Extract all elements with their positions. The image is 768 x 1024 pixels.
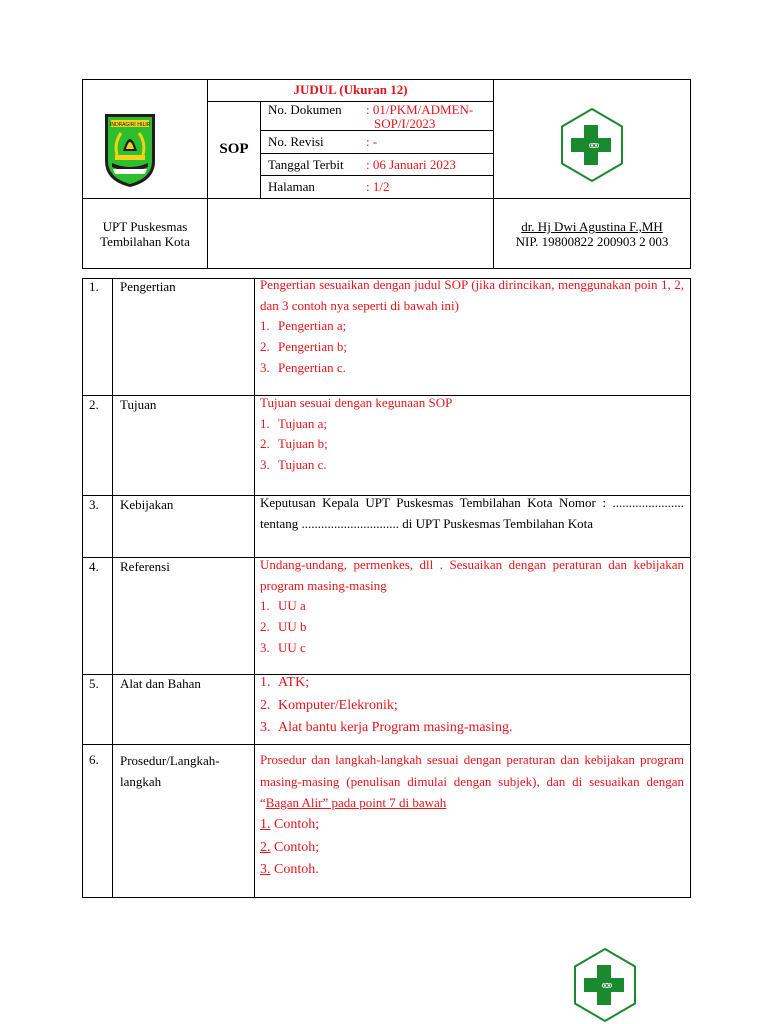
list-item: 1. Pengertian a; xyxy=(260,318,347,334)
list-item: 3. Contoh. xyxy=(260,862,319,878)
list-item: 3. Tujuan c. xyxy=(260,457,327,473)
org-name-line2: Tembilahan Kota xyxy=(100,234,190,249)
row-label-line1: Prosedur/Langkah- xyxy=(120,753,220,768)
sop-label: SOP xyxy=(219,141,249,157)
org-name xyxy=(83,219,207,249)
list-item: 2. Pengertian b; xyxy=(260,339,347,355)
row-content-alat-bahan xyxy=(260,672,684,740)
list-item: 2. UU b xyxy=(260,619,307,635)
row-content-kebijakan xyxy=(260,493,684,534)
row-number: 4. xyxy=(89,559,99,574)
row-number: 2. xyxy=(89,397,99,412)
row-content-pengertian xyxy=(260,275,684,379)
row-label xyxy=(120,750,220,792)
puskesmas-logo-bottom xyxy=(572,947,638,1023)
signer-name: dr. Hj Dwi Agustina F.,MH xyxy=(521,219,663,234)
list-item: 1. Contoh; xyxy=(260,817,320,833)
list-item: 2. Tujuan b; xyxy=(260,436,328,452)
list-item: 1. UU a xyxy=(260,598,306,614)
row-number: 6. xyxy=(89,752,99,767)
row-label: Tujuan xyxy=(120,397,157,412)
field-label-halaman: Halaman xyxy=(268,179,315,194)
emblem-text: INDRAGIRI HILIR xyxy=(109,121,151,128)
field-value-no-dokumen: : 01/PKM/ADMEN- xyxy=(366,102,474,117)
row-text: Keputusan Kepala UPT Puskesmas Tembilahan Kota Nomor : ...................... tentang .............................. di UPT Puskesmas Tembilahan Kota xyxy=(260,495,684,531)
list-item: 1. Tujuan a; xyxy=(260,415,327,431)
row-content-referensi xyxy=(260,555,684,659)
list-item: 3. UU c xyxy=(260,639,306,655)
document-title: JUDUL (Ukuran 12) xyxy=(293,82,408,97)
row-label: Pengertian xyxy=(120,279,176,294)
list-item: 1. ATK; xyxy=(260,675,310,690)
field-value-halaman: : 1/2 xyxy=(366,179,390,194)
row-label: Referensi xyxy=(120,559,170,574)
field-label-tanggal-terbit: Tanggal Terbit xyxy=(268,157,344,172)
signer-block xyxy=(494,219,690,249)
list-item: 2. Contoh; xyxy=(260,839,320,855)
list-item: 3. Pengertian c. xyxy=(260,359,346,375)
list-item: 2. Komputer/Elekronik; xyxy=(260,697,398,713)
puskesmas-logo xyxy=(559,107,625,183)
signer-nip: NIP. 19800822 200903 2 003 xyxy=(515,234,669,249)
row-text: Pengertian sesuaikan dengan judul SOP (jika dirincikan, menggunakan poin 1, 2, dan 3 contoh nya seperti di bawah ini) xyxy=(260,277,684,313)
row-text: Tujuan sesuai dengan kegunaan SOP xyxy=(260,395,453,410)
row-label: Kebijakan xyxy=(120,497,174,512)
row-text: Undang-undang, permenkes, dll . Sesuaikan dengan peraturan dan kebijakan program masing-masing xyxy=(260,557,684,593)
regency-emblem xyxy=(101,111,159,189)
field-value-tanggal-terbit: : 06 Januari 2023 xyxy=(366,157,456,172)
list-item: 3. Alat bantu kerja Program masing-masing. xyxy=(260,720,513,735)
row-content-tujuan xyxy=(260,393,684,476)
field-label-no-dokumen: No. Dokumen xyxy=(268,102,342,117)
org-name-line1: UPT Puskesmas xyxy=(102,219,188,234)
row-number: 5. xyxy=(89,676,99,691)
row-content-prosedur xyxy=(260,749,684,882)
field-label-no-revisi: No. Revisi xyxy=(268,134,324,149)
row-number: 1. xyxy=(89,279,99,294)
row-label-line2: langkah xyxy=(120,774,162,789)
row-label: Alat dan Bahan xyxy=(120,676,201,691)
row-text: Prosedur dan langkah-langkah sesuai dengan peraturan dan kebijakan program masing-masing (penulisan dimulai dengan subjek), dan di sesuaikan dengan “Bagan Alir” pada point 7 di bawah xyxy=(260,752,684,811)
field-value-no-dokumen-cont: SOP/I/2023 xyxy=(374,116,436,131)
flowchart-reference-link[interactable]: Bagan Alir” pada point 7 di bawah xyxy=(265,795,447,811)
row-number: 3. xyxy=(89,497,99,512)
field-value-no-revisi: : - xyxy=(366,134,378,149)
